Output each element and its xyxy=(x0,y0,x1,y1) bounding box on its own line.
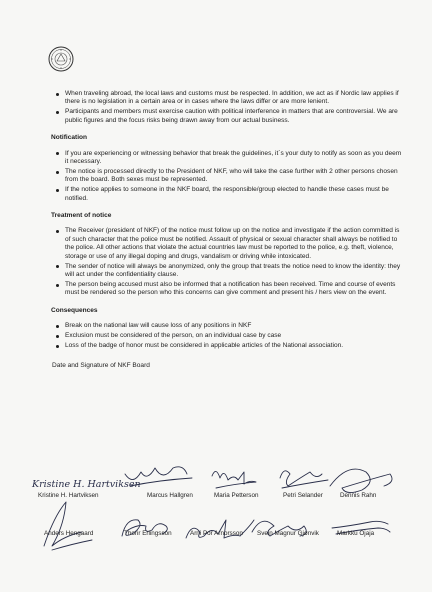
intro-item: When traveling abroad, the local laws and customs must be respected. In addition, we act as if Nordic law applies if there is no legislation in a certain area or in cases where the laws differ or are more lenient. xyxy=(65,90,402,107)
consequences-item: Exclusion must be considered of the person, on an individual case by case xyxy=(65,332,402,340)
consequences-heading: Consequences xyxy=(51,306,98,314)
notification-heading: Notification xyxy=(51,134,88,142)
document-body xyxy=(52,90,402,371)
signature-selander xyxy=(280,471,328,488)
board-member-name: Maria Petterson xyxy=(214,492,259,499)
intro-item: Participants and members must exercise caution with political interference in matters that are controversial. We are public figures and the focus risks being drawn away from our actual business. xyxy=(65,108,402,125)
board-member-name: Arni Por Arnorsson xyxy=(190,530,243,537)
treatment-item: The sender of notice will always be anonymized, only the group that treats the notice need to know the identity: they will act under the confidentiality clause. xyxy=(65,262,401,278)
board-member-name: Kristine H. Hartviksen xyxy=(38,492,99,499)
intro-list xyxy=(52,90,402,125)
board-member-name: Thorir Erlingsson xyxy=(124,530,172,537)
board-member-name: Markku Ojaja xyxy=(337,530,375,537)
consequences-item: Break on the national law will cause loss of any positions in NKF xyxy=(65,322,402,330)
notification-item: The notice is processed directly to the President of NKF, who will take the case further with 2 other persons chosen from the board. Both sexes must be represented. xyxy=(65,168,402,185)
notification-item: If you are experiencing or witnessing behavior that break the guidelines, it`s your duty to notify as soon as you deem it necessary. xyxy=(65,149,402,165)
handwritten-signature-hartviksen: Kristine H. Hartviksen xyxy=(32,479,141,490)
board-member-name: Dennis Rahn xyxy=(340,492,377,499)
signature-rahn xyxy=(330,469,392,493)
notification-list xyxy=(52,150,402,203)
treatment-list xyxy=(52,227,402,297)
signature-hengaard xyxy=(44,502,92,550)
consequences-item: Loss of the badge of honor must be considered in applicable articles of the National association. xyxy=(65,342,402,350)
association-seal-icon xyxy=(48,46,74,72)
signature-title: Date and Signature of NKF Board xyxy=(52,362,150,370)
board-member-name: Petri Selander xyxy=(283,492,323,499)
signature-petterson xyxy=(212,471,256,488)
treatment-item: The person being accused must also be informed that a notification has been received. Time and course of events must be rendered so the person who this concerns can give comment and present his / hers view on the event. xyxy=(65,281,402,298)
notification-item: If the notice applies to someone in the NKF board, the responsible/group elected to handle these cases must be notified. xyxy=(65,186,402,203)
consequences-list xyxy=(52,322,402,350)
treatment-item: The Receiver (president of NKF) of the notice must follow up on the notice and investigate if the action committed is of such character that the police must be notified. Assault of physical or sexual character shall always be notified to the police. All other actions that violate the actual countries law must be reported to the police, e.g. theft, violence, storage or use of any illegal doping and drugs, vandalism or driving while intoxicated. xyxy=(65,227,402,261)
board-member-name: Marcus Hallgren xyxy=(147,492,193,499)
signature-scribbles xyxy=(30,462,420,562)
board-member-name: Svein Magnur Gjønvik xyxy=(257,530,319,537)
treatment-heading: Treatment of notice xyxy=(51,211,112,219)
board-member-name: Anders Hengaard xyxy=(44,530,94,537)
signature-block xyxy=(30,462,420,562)
